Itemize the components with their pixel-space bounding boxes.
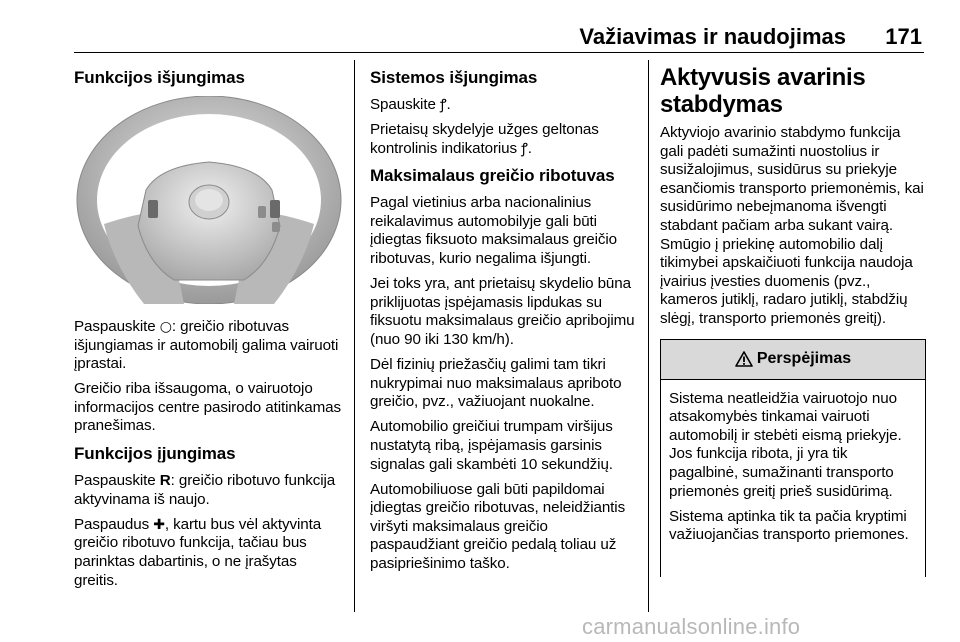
paragraph-warning-signal: Automobilio greičiui trumpam viršijus nustatytą ribą, įspėjamasis garsinis signalas gali skambėti 10 sekundžių. [370, 418, 613, 473]
cancel-symbol-icon: ○ [159, 319, 172, 335]
column-2 [370, 60, 638, 580]
heading-active-emergency-braking: Aktyvusis avarinis stabdymas [660, 64, 866, 118]
section-title: Važiavimas ir naudojimas [579, 24, 846, 49]
warning-header [661, 340, 925, 380]
heading-function-on: Funkcijos įjungimas [74, 444, 236, 464]
paragraph-press-r: Paspauskite R: greičio ribotuvo funkcija aktyvinama iš naujo. [74, 472, 336, 508]
warning-body [661, 380, 925, 545]
column-divider-1 [354, 60, 355, 612]
warning-box [660, 339, 926, 577]
speed-limiter-icon: ꝭ [439, 97, 447, 113]
steering-wheel-illustration [74, 96, 344, 304]
paragraph-press-button: Spauskite ꝭ. [370, 96, 451, 113]
paragraph-additional-limiter: Automobiliuose gali būti papildomai įdiegtas greičio ribotuvas, neleidžiantis viršyti maksimalaus greičio paspaudžiant greičio pedalą toliau už pasipriešinimo taško. [370, 480, 626, 572]
paragraph-regulations: Pagal vietinius arba nacionalinius reikalavimus automobilyje gali būti įdiegtas fiksuoto maksimalaus greičio ribotuvas, kurio negalima išjungti. [370, 194, 618, 268]
paragraph-press-plus: Paspaudus ✚, kartu bus vėl aktyvinta greičio ribotuvo funkcija, tačiau bus parinktas dabartinis, o ne įrašytas greitis. [74, 515, 322, 589]
paragraph-indicator-off: Prietaisų skydelyje užges geltonas kontrolinis indikatorius ꝭ. [370, 121, 599, 157]
column-1 [74, 60, 344, 597]
warning-paragraph-1: Sistema neatleidžia vairuotojo nuo atsakomybės tinkamai vairuoti automobilį ir stebėti eismą priekyje. Jos funkcija ribota, ji yra tik pagalbinė, sumažinanti transporto priemonės greitį prieš susidūrimą. [669, 389, 902, 500]
warning-title: Perspėjimas [756, 350, 852, 368]
heading-system-off: Sistemos išjungimas [370, 68, 538, 87]
warning-triangle-icon [735, 351, 753, 367]
warning-paragraph-2: Sistema aptinka tik ta pačia kryptimi važiuojančias transporto priemones. [669, 507, 909, 544]
heading-function-off: Funkcijos išjungimas [74, 68, 245, 87]
speed-limiter-indicator-icon: ꝭ [521, 140, 528, 157]
plus-symbol-icon: ✚ [153, 516, 165, 533]
paragraph-limit-stored: Greičio riba išsaugoma, o vairuotojo informacijos centre pasirodo atitinkamas pranešimas. [74, 380, 341, 435]
column-divider-2 [648, 60, 649, 612]
paragraph-press-off: Paspauskite ○: greičio ribotuvas išjungiamas ir automobilį galima vairuoti įprastai. [74, 318, 339, 373]
page-header [0, 0, 960, 56]
page-number: 171 [885, 24, 922, 49]
watermark: carmanualsonline.info [582, 614, 801, 639]
paragraph-aeb-description: Aktyviojo avarinio stabdymo funkcija gali padėti sumažinti nuostolius ir susižalojimus, susidūrus su priekyje esančiomis transporto priemonėmis, kai susidūrimo nebeįmanoma išvengti stabdant pačiam arba sukant vairą. Smūgio į priekinę automobilio dalį tikimybei apskaičiuoti funkcija naudoja įvairius įvesties duomenis (pvz., kameros jutiklį, radaro jutiklį, stabdžių slėgį, transporto priemonės greitį). [660, 124, 924, 327]
paragraph-sticker: Jei toks yra, ant prietaisų skydelio būna priklijuotas įspėjamasis lipdukas su fiksuotu maksimalaus greičio apribojimu (nuo 90 iki 130 km/h). [370, 275, 635, 348]
resume-key-label: R [159, 472, 171, 490]
column-3 [660, 60, 926, 577]
header-rule [74, 52, 924, 53]
heading-max-speed-limiter: Maksimalaus greičio ribotuvas [370, 166, 615, 186]
paragraph-deviations: Dėl fizinių priežasčių galimi tam tikri nukrypimai nuo maksimalaus apriboto greičio, pvz., važiuojant nuokalne. [370, 356, 622, 411]
